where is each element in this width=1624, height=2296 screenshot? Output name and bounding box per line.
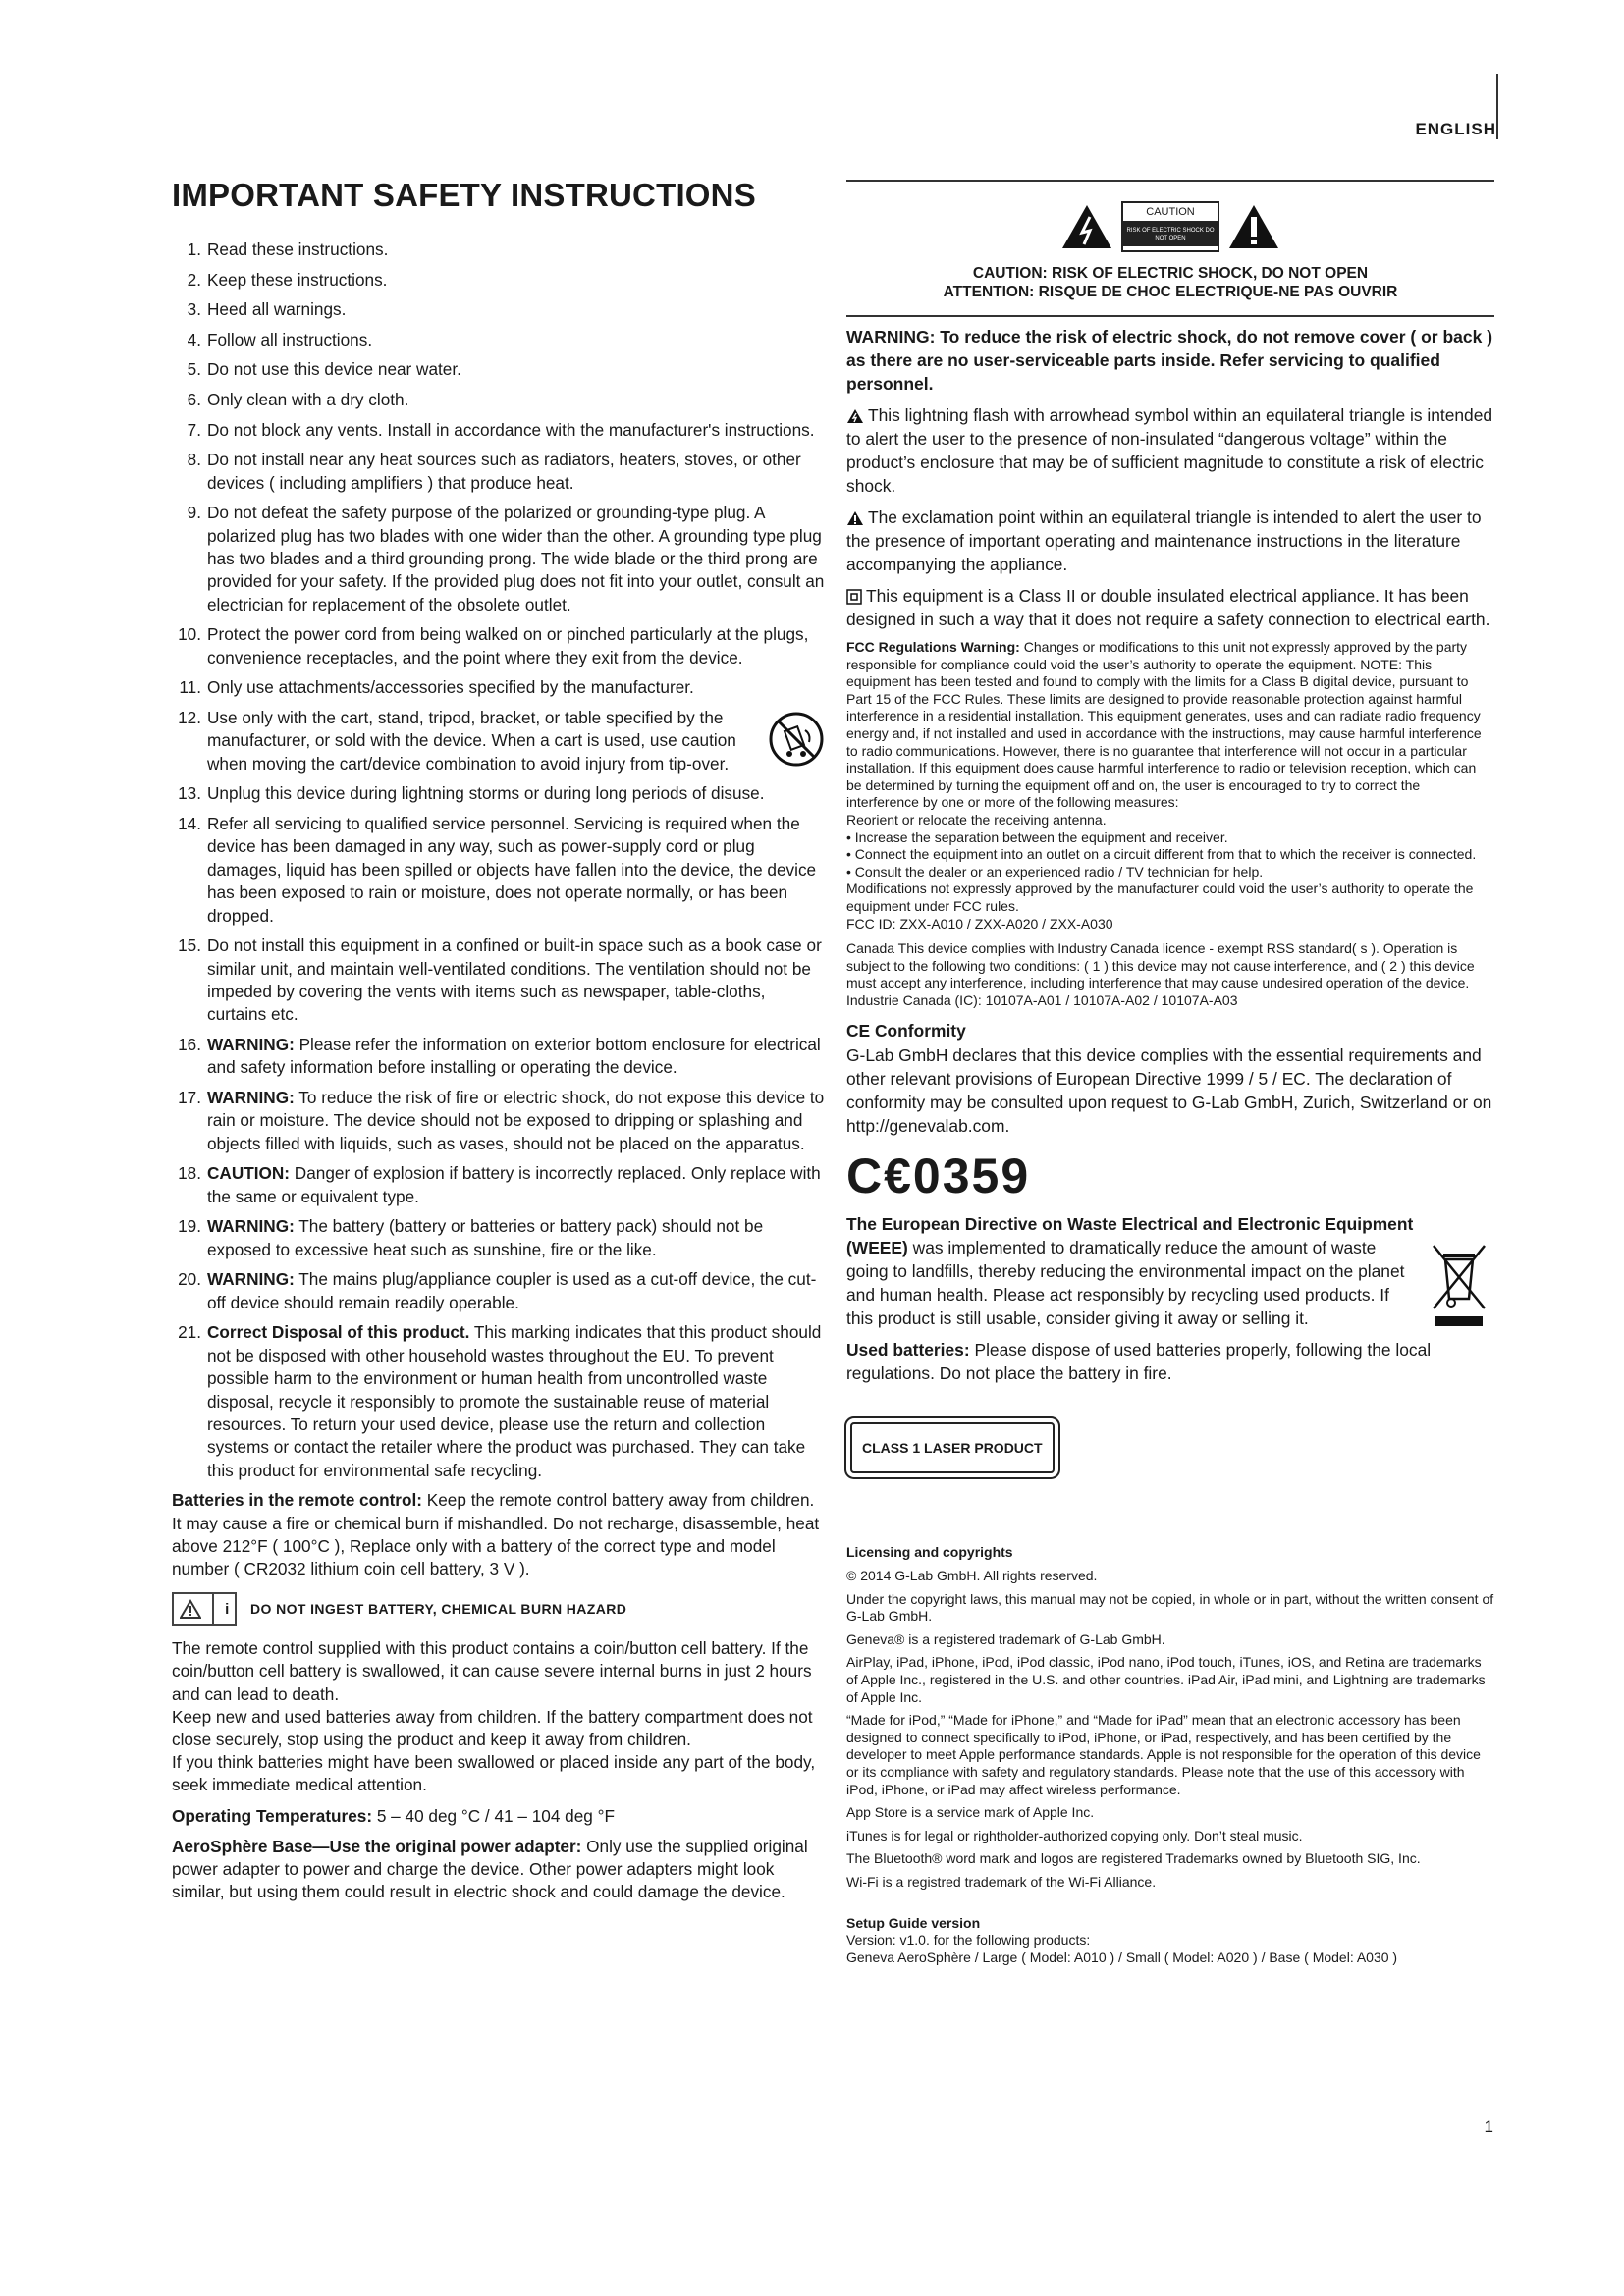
- instruction-text: [207, 813, 825, 928]
- licensing-line: App Store is a service mark of Apple Inc.: [846, 1804, 1095, 1821]
- instruction-number: 21.: [178, 1322, 201, 1343]
- instruction-body: Protect the power cord from being walked on or pinched particularly at the plugs, convenience receptacles, and the point where they exit from the device.: [207, 624, 809, 667]
- instruction-item: [172, 329, 825, 351]
- ce-heading: CE Conformity: [846, 1021, 966, 1041]
- instruction-number: 16.: [178, 1035, 201, 1054]
- instruction-number: 9.: [187, 503, 201, 523]
- licensing-line: © 2014 G-Lab GmbH. All rights reserved.: [846, 1568, 1098, 1584]
- hazard-text-1: The remote control supplied with this product contains a coin/button cell battery. If the coin/button cell battery is swallowed, it can cause severe internal burns in just 2 hours and can lead to death.: [172, 1638, 812, 1704]
- instruction-body: Do not defeat the safety purpose of the polarized or grounding-type plug. A polarized plug has two blades with one wider than the other. A grounding type plug has two blades and a third grounding prong. The wide blade or the third prong are provided for your safety. If the provided plug does not fit into your outlet, consult an electrician for replacement of the obsolete outlet.: [207, 503, 825, 614]
- fcc-bullets: [846, 829, 1494, 881]
- instruction-lead: WARNING:: [207, 1269, 295, 1290]
- instruction-item: [172, 676, 825, 699]
- instruction-item: [172, 449, 825, 495]
- instruction-item: [172, 1034, 825, 1080]
- fcc-bullet: • Increase the separation between the equipment and receiver.: [846, 828, 1228, 845]
- adapter-text: Only use the supplied original power adapter to power and charge the device. Other power adapters might look similar, but using them could result in electric shock and could damage the device.: [172, 1836, 808, 1902]
- header-divider: [1496, 74, 1498, 139]
- crossed-bin-icon: [1430, 1242, 1489, 1328]
- lightning-small-icon: [846, 408, 864, 424]
- double-square-icon: [846, 589, 862, 605]
- lightning-symbol-paragraph: [846, 403, 1494, 498]
- licensing-line: AirPlay, iPad, iPhone, iPod, iPod classic, iPod nano, iPod touch, iTunes, iOS, and Retina are trademarks of Apple Inc., registered in the U.S. and other countries. iPad Air, iPad mini, and Lightning are trademarks of Apple Inc.: [846, 1654, 1486, 1705]
- fcc-lead: FCC Regulations Warning:: [846, 639, 1020, 655]
- exclamation-small-icon: [846, 510, 864, 526]
- setup-line: Geneva AeroSphère / Large ( Model: A010 ) / Small ( Model: A020 ) / Base ( Model: A030 ): [846, 1949, 1398, 1965]
- licensing-line: Wi-Fi is a registred trademark of the Wi-Fi Alliance.: [846, 1873, 1157, 1890]
- instruction-item: [172, 1215, 825, 1261]
- instruction-number: 17.: [178, 1088, 201, 1107]
- instruction-text: [207, 1162, 825, 1208]
- instruction-body: Read these instructions.: [207, 240, 389, 259]
- caution-french: ATTENTION: RISQUE DE CHOC ELECTRIQUE-NE PAS OUVRIR: [943, 284, 1398, 300]
- instruction-text: [207, 389, 825, 411]
- caution-label: CAUTION: [1123, 203, 1218, 223]
- instruction-number: 18.: [178, 1163, 201, 1184]
- instruction-item: [172, 623, 825, 669]
- instruction-number: 13.: [178, 783, 201, 804]
- fcc-bullet: • Connect the equipment into an outlet on a circuit different from that to which the receiver is connected.: [846, 846, 1477, 863]
- instruction-number: 7.: [187, 419, 201, 440]
- fcc-bullet: • Consult the dealer or an experienced radio / TV technician for help.: [846, 863, 1264, 880]
- instruction-body: Only use attachments/accessories specified by the manufacturer.: [207, 677, 694, 698]
- weee-section: [846, 1212, 1494, 1330]
- fcc-reorient: Reorient or relocate the receiving antenna.: [846, 811, 1107, 828]
- instructions-list: [172, 239, 825, 1482]
- caution-sublabel: RISK OF ELECTRIC SHOCK DO NOT OPEN: [1123, 223, 1218, 246]
- instruction-text: [207, 782, 825, 805]
- optemp-lead: Operating Temperatures:: [172, 1805, 373, 1826]
- licensing-heading: Licensing and copyrights: [846, 1544, 1013, 1561]
- instruction-item: [172, 419, 825, 442]
- instruction-item: [172, 298, 825, 321]
- instruction-item: [172, 1087, 825, 1155]
- instruction-item: [172, 1321, 825, 1482]
- instruction-number: 4.: [187, 329, 201, 349]
- instruction-item: [172, 782, 825, 805]
- setup-heading: Setup Guide version: [846, 1914, 981, 1931]
- instruction-body: Follow all instructions.: [207, 329, 373, 349]
- instruction-number: 11.: [179, 677, 201, 698]
- instruction-number: 2.: [187, 269, 201, 290]
- hazard-title: DO NOT INGEST BATTERY, CHEMICAL BURN HAZARD: [250, 1601, 627, 1618]
- setup-line: Version: v1.0. for the following products:: [846, 1932, 1091, 1949]
- weee-paragraph: [846, 1212, 1494, 1330]
- instruction-text: [207, 1087, 825, 1155]
- instruction-number: 6.: [187, 389, 201, 409]
- instruction-text: [207, 239, 825, 261]
- instruction-number: 8.: [187, 450, 201, 470]
- power-adapter-paragraph: [172, 1836, 825, 1904]
- adapter-lead: AeroSphère Base—Use the original power adapter:: [172, 1836, 582, 1856]
- hazard-text-2: Keep new and used batteries away from children. If the battery compartment does not close securely, stop using the product and keep it away from children.: [172, 1706, 813, 1750]
- instruction-text: [207, 676, 825, 699]
- ce-paragraph: G-Lab GmbH declares that this device complies with the essential requirements and other relevant provisions of European Directive 1999 / 5 / EC. The declaration of conformity may be consulted upon request to G-Lab GmbH, Zurich, Switzerland or on http://genevalab.com.: [846, 1045, 1492, 1137]
- language-label: ENGLISH: [1415, 120, 1496, 138]
- exclamation-text: The exclamation point within an equilateral triangle is intended to alert the user to the presence of important operating and maintenance instructions in the literature accompanying the appliance.: [846, 507, 1482, 574]
- batteries-lead: Batteries in the remote control:: [172, 1490, 422, 1511]
- left-column: [172, 177, 825, 1903]
- instruction-text: [207, 298, 825, 321]
- instruction-body: The mains plug/appliance coupler is used as a cut-off device, the cut-off device should remain readily operable.: [207, 1269, 817, 1312]
- instruction-number: 1.: [187, 240, 201, 259]
- canada-paragraph: Canada This device complies with Industry Canada licence - exempt RSS standard( s ). Operation is subject to the following two conditions: ( 1 ) this device may not cause interference, and ( 2 ) this device must accept any interference, including interference that may cause undesired operation of the device.: [846, 940, 1475, 991]
- exclamation-triangle-icon: [1227, 203, 1280, 250]
- operating-temperatures: [172, 1805, 825, 1828]
- page-number: 1: [1484, 2117, 1493, 2136]
- licensing-line: Geneva® is a registered trademark of G-Lab GmbH.: [846, 1630, 1165, 1647]
- caution-statements: [846, 264, 1494, 301]
- instruction-text: [207, 329, 825, 351]
- caution-banner: [846, 201, 1494, 252]
- instruction-item: [172, 358, 825, 381]
- instruction-body: Use only with the cart, stand, tripod, bracket, or table specified by the manufacturer, or sold with the device. When a cart is used, use caution when moving the cart/device combination to avoid injury from tip-over.: [207, 707, 736, 774]
- instruction-body: This marking indicates that this product should not be disposed with other household wastes throughout the EU. To prevent possible harm to the environment or human health from uncontrolled waste disposal, recycle it responsibly to promote the sustainable reuse of material resources. To return your used device, please use the return and collection systems or contact the retailer where the product was purchased. They can take this product for environmental safe recycling.: [207, 1322, 822, 1480]
- instruction-body: Do not install this equipment in a confined or built-in space such as a book case or similar unit, and maintain well-ventilated conditions. The ventilation should not be impeded by covering the vents with items such as newspaper, table-cloths, curtains etc.: [207, 935, 822, 1025]
- weee-text: was implemented to dramatically reduce the amount of waste going to landfills, thereby reducing the environmental impact on the planet and human health. Please act responsibly by recycling used products. If this product is still usable, consider giving it away or selling it.: [846, 1238, 1405, 1329]
- instruction-number: 5.: [187, 359, 201, 380]
- licensing-line: The Bluetooth® word mark and logos are registered Trademarks owned by Bluetooth SIG, Inc.: [846, 1850, 1421, 1867]
- used-batteries-paragraph: [846, 1338, 1494, 1385]
- warning-info-icon: i: [172, 1592, 237, 1626]
- licensing-line: “Made for iPod,” “Made for iPhone,” and “Made for iPad” mean that an electronic accessory has been designed to connect specifically to iPod, iPhone, or iPad, respectively, and has been certified by the developer to meet Apple performance standards. Apple is not responsible for the operation of this device or its compliance with safety and regulatory standards. Please note that the use of this accessory with iPod, iPhone, or iPad may affect wireless performance.: [846, 1712, 1481, 1797]
- weee-lead: The European Directive on Waste Electrical and Electronic Equipment (WEEE): [846, 1214, 1414, 1258]
- right-column: [846, 180, 1494, 1966]
- instruction-body: Heed all warnings.: [207, 299, 347, 320]
- fcc-modifications: Modifications not expressly approved by the manufacturer could void the user’s authority to operate the equipment under FCC rules.: [846, 881, 1474, 914]
- top-rule: [846, 180, 1494, 182]
- instruction-text: [207, 449, 825, 495]
- instruction-text: [207, 934, 825, 1027]
- instruction-text: [207, 502, 825, 616]
- hazard-text-3: If you think batteries might have been swallowed or placed inside any part of the body, seek immediate medical attention.: [172, 1752, 816, 1795]
- instruction-number: 12.: [178, 707, 201, 727]
- instruction-item: [172, 502, 825, 616]
- instruction-item: [172, 707, 825, 775]
- lightning-triangle-icon: [1060, 203, 1113, 250]
- instruction-lead: CAUTION:: [207, 1163, 291, 1184]
- instruction-number: 20.: [178, 1269, 201, 1290]
- licensing-lines: [846, 1568, 1494, 1892]
- instruction-item: [172, 269, 825, 292]
- instruction-text: [207, 269, 825, 292]
- instruction-text: [207, 358, 825, 381]
- setup-lines: [846, 1932, 1494, 1966]
- instruction-lead: WARNING:: [207, 1088, 295, 1107]
- instruction-number: 15.: [178, 935, 201, 956]
- page-title: IMPORTANT SAFETY INSTRUCTIONS: [172, 177, 756, 213]
- shock-warning: WARNING: To reduce the risk of electric shock, do not remove cover ( or back ) as there are no user-serviceable parts inside. Refer servicing to qualified personnel.: [846, 315, 1494, 396]
- exclamation-symbol-paragraph: [846, 506, 1494, 576]
- fcc-id: FCC ID: ZXX-A010 / ZXX-A020 / ZXX-A030: [846, 915, 1113, 932]
- hazard-heading: [172, 1592, 825, 1626]
- used-batteries-text: Please dispose of used batteries properly, following the local regulations. Do not place the battery in fire.: [846, 1340, 1432, 1384]
- caution-label-box: [1121, 201, 1219, 252]
- fcc-text: Changes or modifications to this unit not expressly approved by the party responsible for compliance could void the user’s authority to operate the equipment. NOTE: This equipment has been tested and found to comply with the limits for a Class B digital device, pursuant to Part 15 of the FCC Rules. These limits are designed to provide reasonable protection against harmful interference in a residential installation. This equipment generates, uses and can radiate radio frequency energy and, if not installed and used in accordance with the instructions, may cause harmful interference to radio communications. However, there is no guarantee that interference will not occur in a particular installation. If this equipment does cause harmful interference to radio or television reception, which can be determined by turning the equipment off and on, the user is encouraged to try to correct the interference by one or more of the following measures:: [846, 639, 1482, 811]
- ce-mark: C€0359: [846, 1148, 1031, 1204]
- instruction-number: 10.: [178, 624, 201, 645]
- instruction-body: Please refer the information on exterior bottom enclosure for electrical and safety information before installing or operating the device.: [207, 1035, 821, 1078]
- instruction-text: [207, 1034, 825, 1080]
- industrie-canada: Industrie Canada (IC): 10107A-A01 / 10107A-A02 / 10107A-A03: [846, 991, 1238, 1008]
- cart-tipover-icon: [768, 711, 825, 768]
- licensing-line: Under the copyright laws, this manual may not be copied, in whole or in part, without the written consent of G-Lab GmbH.: [846, 1590, 1494, 1625]
- instruction-lead: WARNING:: [207, 1216, 295, 1237]
- batteries-text: Keep the remote control battery away from children. It may cause a fire or chemical burn if mishandled. Do not recharge, disassemble, heat above 212°F ( 100°C ), Replace only with a battery of the correct type and model number ( CR2032 lithium coin cell battery, 3 V ).: [172, 1490, 820, 1579]
- fcc-paragraph: [846, 639, 1494, 812]
- instruction-body: Do not install near any heat sources such as radiators, heaters, stoves, or other devices ( including amplifiers ) that produce heat.: [207, 450, 801, 493]
- instruction-body: Do not block any vents. Install in accordance with the manufacturer's instructions.: [207, 419, 815, 440]
- instruction-number: 19.: [178, 1216, 201, 1237]
- instruction-item: [172, 1268, 825, 1314]
- laser-label: CLASS 1 LASER PRODUCT: [850, 1422, 1055, 1473]
- instruction-text: [207, 1268, 825, 1314]
- licensing-line: iTunes is for legal or rightholder-authorized copying only. Don’t steal music.: [846, 1827, 1303, 1843]
- instruction-body: Refer all servicing to qualified service personnel. Servicing is required when the device has been damaged in any way, such as power-supply cord or plug damages, liquid has been spilled or objects have fallen into the device, the device has been exposed to rain or moisture, does not operate normally, or has been dropped.: [207, 813, 817, 926]
- instruction-body: Danger of explosion if battery is incorrectly replaced. Only replace with the same or equivalent type.: [207, 1163, 821, 1206]
- instruction-text: [207, 707, 825, 775]
- caution-english: CAUTION: RISK OF ELECTRIC SHOCK, DO NOT OPEN: [972, 265, 1369, 282]
- instruction-text: [207, 1321, 825, 1482]
- batteries-paragraph: [172, 1489, 825, 1580]
- instruction-text: [207, 623, 825, 669]
- instruction-body: Only clean with a dry cloth.: [207, 389, 409, 409]
- instruction-body: Keep these instructions.: [207, 269, 388, 290]
- instruction-body: The battery (battery or batteries or battery pack) should not be exposed to excessive heat such as sunshine, fire or the like.: [207, 1216, 764, 1259]
- instruction-item: [172, 934, 825, 1027]
- class2-text: This equipment is a Class II or double insulated electrical appliance. It has been designed in such a way that it does not require a safety connection to electrical earth.: [846, 586, 1490, 629]
- class2-paragraph: [846, 584, 1494, 631]
- instruction-lead: Correct Disposal of this product.: [207, 1322, 470, 1343]
- instruction-number: 3.: [187, 299, 201, 320]
- instruction-text: [207, 1215, 825, 1261]
- instruction-text: [207, 419, 825, 442]
- used-batteries-lead: Used batteries:: [846, 1340, 970, 1361]
- instruction-item: [172, 1162, 825, 1208]
- instruction-body: To reduce the risk of fire or electric shock, do not expose this device to rain or moisture. The device should not be exposed to dripping or splashing and objects filled with liquids, such as vases, should not be placed on the apparatus.: [207, 1088, 825, 1153]
- instruction-item: [172, 813, 825, 928]
- optemp-text: 5 – 40 deg °C / 41 – 104 deg °F: [372, 1805, 615, 1826]
- instruction-item: [172, 389, 825, 411]
- instruction-body: Unplug this device during lightning storms or during long periods of disuse.: [207, 783, 765, 804]
- instruction-lead: WARNING:: [207, 1035, 295, 1054]
- instruction-number: 14.: [178, 813, 201, 833]
- instruction-body: Do not use this device near water.: [207, 359, 461, 380]
- lightning-text: This lightning flash with arrowhead symbol within an equilateral triangle is intended to alert the user to the presence of non-insulated “dangerous voltage” within the product’s enclosure that may be of sufficient magnitude to constitute a risk of electric shock.: [846, 405, 1493, 496]
- instruction-item: [172, 239, 825, 261]
